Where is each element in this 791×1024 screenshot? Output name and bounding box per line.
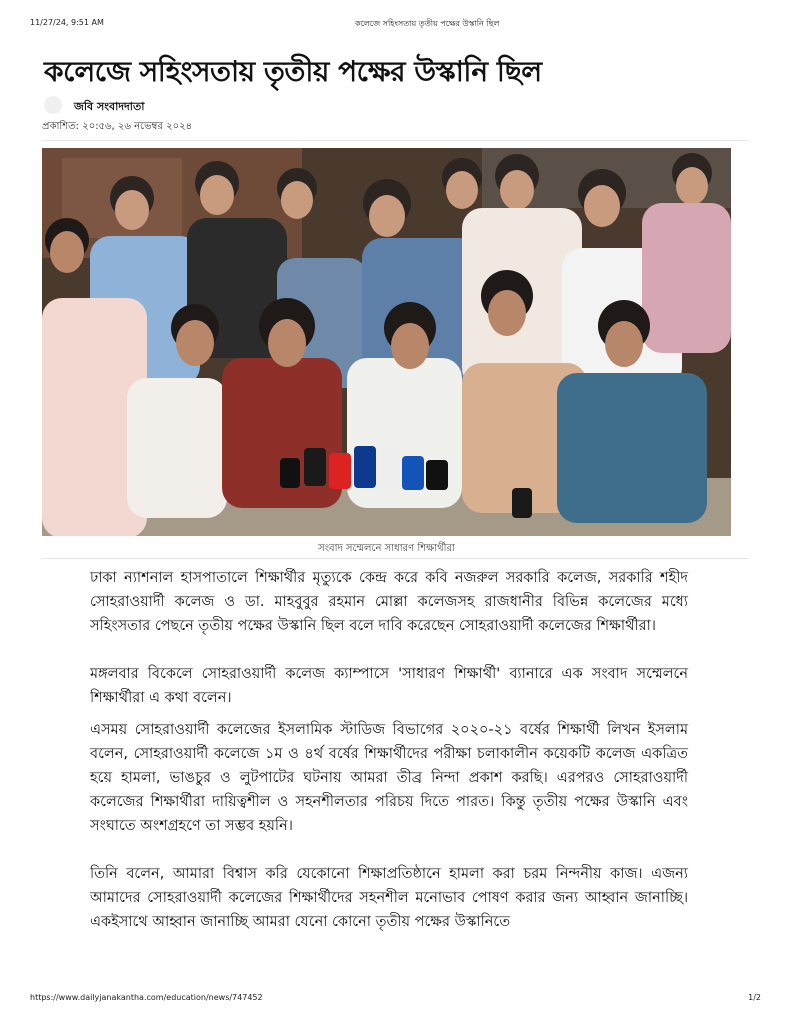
article-paragraph-4: তিনি বলেন, আমারা বিশ্বাস করি যেকোনো শিক্ষাপ্রতিষ্ঠানে হামলা করা চরম নিন্দনীয় কাজ। এজন্য আমাদের সোহরাওয়ার্দী কলেজের শিক্ষার্থীদের সহনশীল মনোভাব পোষণ করার জন্য আহ্বান জানাচ্ছি। একইসাথে আহ্বান জানাচ্ছি আমরা যেনো কোনো তৃতীয় পক্ষের উস্কানিতে: [90, 866, 688, 930]
article-body: [90, 566, 688, 958]
page-number: 1/2: [748, 993, 761, 1002]
print-header: [30, 18, 761, 32]
author-avatar: [44, 96, 62, 114]
author-name[interactable]: জবি সংবাদদাতা: [74, 100, 145, 113]
article-paragraph-3: এসময় সোহরাওয়ার্দী কলেজের ইসলামিক স্টাডিজ বিভাগের ২০২০-২১ বর্ষের শিক্ষার্থী লিখন ইসলাম বলেন, সোহরাওয়ার্দী কলেজে ১ম ও ৪র্থ বর্ষের শিক্ষার্থীদের পরীক্ষা চলাকালীন কয়েকটি কলেজ একত্রিত হয়ে হামলা, ভাঙচুর ও লুটপাটের ঘটনায় আমরা তীব্র নিন্দা প্রকাশ করছি। এরপরও সোহরাওয়ার্দী কলেজের শিক্ষার্থীরা দায়িত্বশীল ও সহনশীলতার পরিচয় দিতে পারত। কিন্তু তৃতীয় পক্ষের উস্কানি এবং সংঘাতে অংশগ্রহণে তা সম্ভব হয়নি।: [90, 722, 688, 834]
article-headline: কলেজে সহিংসতায় তৃতীয় পক্ষের উস্কানি ছিল: [44, 55, 542, 88]
article-photo: [42, 148, 731, 536]
article-paragraph-2: মঙ্গলবার বিকেলে সোহরাওয়ার্দী কলেজ ক্যাম্পাসে 'সাধারণ শিক্ষার্থী' ব্যানারে এক সংবাদ সম্মেলনে শিক্ষার্থীরা এ কথা বলেন।: [90, 666, 688, 706]
page-url[interactable]: https://www.dailyjanakantha.com/education/news/747452: [30, 993, 263, 1002]
print-datetime: 11/27/24, 9:51 AM: [30, 18, 104, 27]
published-date: প্রকাশিত: ২০:৫৬, ২৬ নভেম্বর ২০২৪: [42, 121, 193, 132]
photo-caption: সংবাদ সম্মেলনে সাধারণ শিক্ষার্থীরা: [318, 543, 455, 554]
caption-divider: [42, 558, 749, 559]
print-footer: [30, 993, 761, 1007]
header-divider: [42, 140, 749, 141]
press-conference-photo: [42, 148, 731, 536]
print-page-title: কলেজে সহিংসতায় তৃতীয় পক্ষের উস্কানি ছিল: [355, 19, 500, 28]
article-paragraph-1: ঢাকা ন্যাশনাল হাসপাতালে শিক্ষার্থীর মৃত্যুকে কেন্দ্র করে কবি নজরুল সরকারি কলেজ, সরকারি শহীদ সোহরাওয়ার্দী কলেজ ও ডা. মাহবুবুর রহমান মোল্লা কলেজসহ রাজধানীর বিভিন্ন কলেজের মধ্যে সহিংসতার পেছনে তৃতীয় পক্ষের উস্কানি ছিল বলে দাবি করেছেন সোহরাওয়ার্দী কলেজের শিক্ষার্থীরা।: [90, 570, 688, 634]
